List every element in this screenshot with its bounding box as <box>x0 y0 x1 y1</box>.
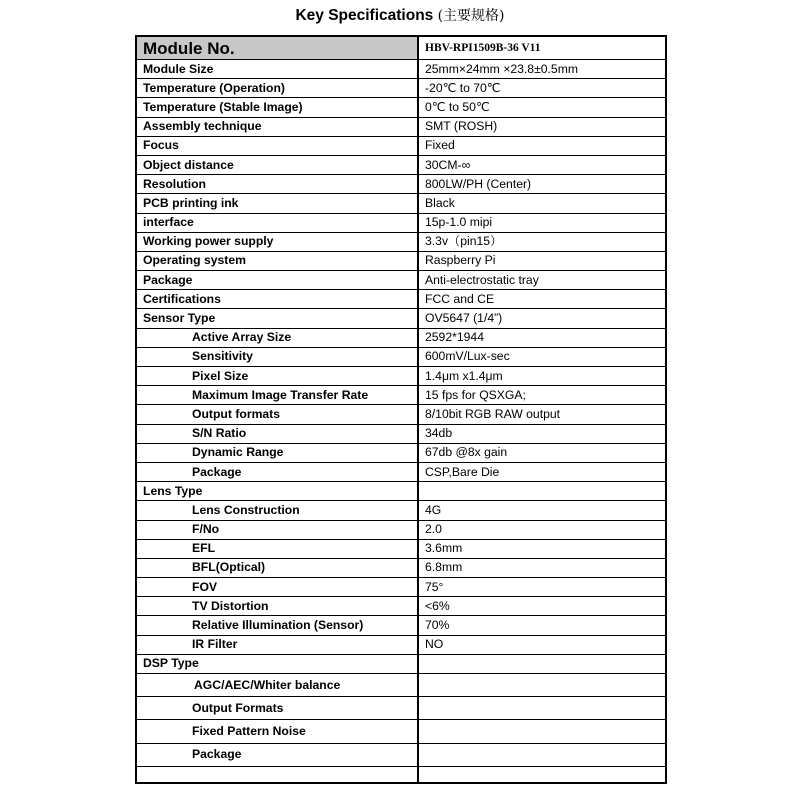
spec-key: PCB printing ink <box>136 194 418 213</box>
table-row <box>136 743 666 766</box>
spec-value <box>418 482 666 501</box>
spec-key: Certifications <box>136 290 418 309</box>
spec-value: Anti-electrostatic tray <box>418 271 666 290</box>
table-row <box>136 60 666 79</box>
table-row <box>136 386 666 405</box>
table-row <box>136 347 666 366</box>
table-row <box>136 520 666 539</box>
spec-value: 2.0 <box>418 520 666 539</box>
table-row <box>136 578 666 597</box>
spec-key: Working power supply <box>136 232 418 251</box>
table-row <box>136 654 666 673</box>
table-row <box>136 697 666 720</box>
spec-value: Black <box>418 194 666 213</box>
spec-key: FOV <box>136 578 418 597</box>
table-row <box>136 616 666 635</box>
spec-value: Raspberry Pi <box>418 251 666 270</box>
spec-key: S/N Ratio <box>136 424 418 443</box>
table-row <box>136 328 666 347</box>
spec-value: 1.4μm x1.4μm <box>418 367 666 386</box>
spec-value: <6% <box>418 597 666 616</box>
table-row <box>136 674 666 697</box>
table-row <box>136 271 666 290</box>
spec-key <box>136 766 418 783</box>
spec-key: BFL(Optical) <box>136 558 418 577</box>
spec-key: Sensitivity <box>136 347 418 366</box>
spec-key: Temperature (Operation) <box>136 79 418 98</box>
table-header-row <box>136 36 666 60</box>
spec-value: SMT (ROSH) <box>418 117 666 136</box>
spec-value: 30CM-∞ <box>418 155 666 174</box>
table-row <box>136 251 666 270</box>
spec-value: CSP,Bare Die <box>418 462 666 481</box>
table-row <box>136 136 666 155</box>
table-row <box>136 98 666 117</box>
spec-value <box>418 743 666 766</box>
table-row <box>136 597 666 616</box>
spec-value <box>418 697 666 720</box>
table-row <box>136 194 666 213</box>
spec-value: 70% <box>418 616 666 635</box>
spec-key: Output formats <box>136 405 418 424</box>
table-row <box>136 213 666 232</box>
spec-key: Temperature (Stable Image) <box>136 98 418 117</box>
table-row <box>136 462 666 481</box>
table-row <box>136 405 666 424</box>
spec-value: 6.8mm <box>418 558 666 577</box>
spec-key: Operating system <box>136 251 418 270</box>
table-row <box>136 424 666 443</box>
spec-value: 0℃ to 50℃ <box>418 98 666 117</box>
spec-key: Lens Type <box>136 482 418 501</box>
spec-value: 15p-1.0 mipi <box>418 213 666 232</box>
spec-key: Assembly technique <box>136 117 418 136</box>
spec-key: Package <box>136 743 418 766</box>
spec-key: Pixel Size <box>136 367 418 386</box>
spec-value: 3.6mm <box>418 539 666 558</box>
spec-key: Relative Illumination (Sensor) <box>136 616 418 635</box>
spec-value: Fixed <box>418 136 666 155</box>
spec-value: 67db @8x gain <box>418 443 666 462</box>
spec-key: Package <box>136 271 418 290</box>
spec-value: 600mV/Lux-sec <box>418 347 666 366</box>
page-title-chinese: (主要规格) <box>437 8 505 24</box>
table-row <box>136 558 666 577</box>
spec-key: Package <box>136 462 418 481</box>
spec-key: Maximum Image Transfer Rate <box>136 386 418 405</box>
spec-value: 2592*1944 <box>418 328 666 347</box>
spec-value: 15 fps for QSXGA; <box>418 386 666 405</box>
table-row <box>136 155 666 174</box>
spec-value <box>418 766 666 783</box>
spec-value: 25mm×24mm ×23.8±0.5mm <box>418 60 666 79</box>
spec-key: AGC/AEC/Whiter balance <box>136 674 418 697</box>
spec-value: 8/10bit RGB RAW output <box>418 405 666 424</box>
spec-key: Active Array Size <box>136 328 418 347</box>
table-row <box>136 290 666 309</box>
spec-key: TV Distortion <box>136 597 418 616</box>
spec-key: Focus <box>136 136 418 155</box>
spec-key: DSP Type <box>136 654 418 673</box>
table-row <box>136 232 666 251</box>
table-row <box>136 720 666 743</box>
module-no-value: HBV-RPI1509B-36 V11 <box>418 36 666 60</box>
table-row <box>136 766 666 783</box>
spec-value: 3.3v（pin15） <box>418 232 666 251</box>
module-no-label: Module No. <box>136 36 418 60</box>
spec-value: -20℃ to 70℃ <box>418 79 666 98</box>
spec-key: Module Size <box>136 60 418 79</box>
table-row <box>136 482 666 501</box>
table-row <box>136 175 666 194</box>
spec-value <box>418 720 666 743</box>
table-row <box>136 539 666 558</box>
table-row <box>136 79 666 98</box>
spec-key: Object distance <box>136 155 418 174</box>
spec-key: F/No <box>136 520 418 539</box>
spec-table <box>135 35 667 784</box>
spec-value: OV5647 (1/4”) <box>418 309 666 328</box>
spec-key: IR Filter <box>136 635 418 654</box>
page-title <box>0 5 800 25</box>
spec-value: 75° <box>418 578 666 597</box>
spec-value: 4G <box>418 501 666 520</box>
table-row <box>136 501 666 520</box>
spec-key: Sensor Type <box>136 309 418 328</box>
spec-value <box>418 654 666 673</box>
table-row <box>136 117 666 136</box>
table-row <box>136 309 666 328</box>
spec-value <box>418 674 666 697</box>
page-title-main: Key Specifications <box>295 7 434 24</box>
spec-key: Output Formats <box>136 697 418 720</box>
spec-value: FCC and CE <box>418 290 666 309</box>
table-row <box>136 443 666 462</box>
spec-key: Fixed Pattern Noise <box>136 720 418 743</box>
spec-value: 800LW/PH (Center) <box>418 175 666 194</box>
spec-key: Resolution <box>136 175 418 194</box>
spec-key: Dynamic Range <box>136 443 418 462</box>
spec-key: Lens Construction <box>136 501 418 520</box>
table-row <box>136 635 666 654</box>
spec-value: NO <box>418 635 666 654</box>
spec-key: interface <box>136 213 418 232</box>
spec-value: 34db <box>418 424 666 443</box>
table-row <box>136 367 666 386</box>
spec-key: EFL <box>136 539 418 558</box>
